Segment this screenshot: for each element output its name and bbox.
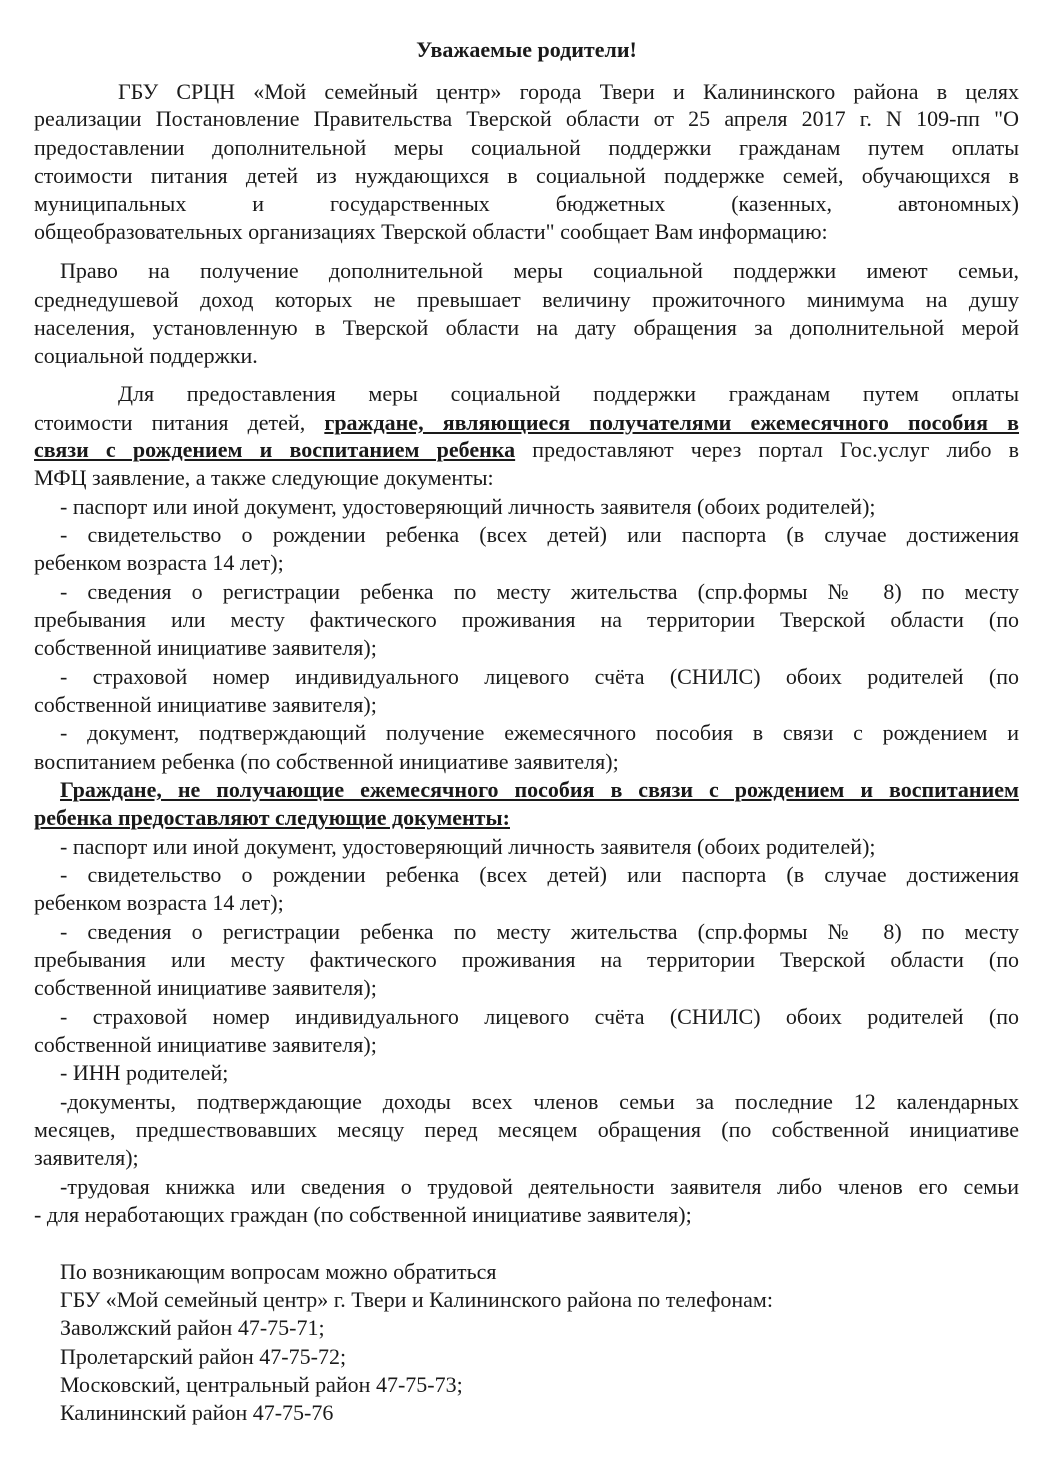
group1-line: Для предоставления меры социальной поддержки гражданам путем оплаты bbox=[118, 381, 1019, 406]
group2-heading: ребенка предоставляют следующие документы: bbox=[34, 805, 510, 830]
intro-line: стоимости питания детей из нуждающихся в социальной поддержке семей, обучающихся в bbox=[34, 163, 1019, 188]
group1-line: МФЦ заявление, а также следующие документы: bbox=[34, 465, 494, 490]
intro-line: предоставлении дополнительной меры социальной поддержки гражданам путем оплаты bbox=[34, 135, 1019, 160]
group1-item: - сведения о регистрации ребенка по месту жительства (спр.формы № 8) по месту bbox=[60, 579, 1019, 604]
group2-item: - страховой номер индивидуального лицевого счёта (СНИЛС) обоих родителей (по bbox=[60, 1004, 1019, 1029]
group2-item: заявителя); bbox=[34, 1145, 139, 1170]
group2-item: собственной инициативе заявителя); bbox=[34, 975, 377, 1000]
contacts-line: Пролетарский район 47-75-72; bbox=[60, 1344, 347, 1369]
group1-item: - свидетельство о рождении ребенка (всех детей) или паспорта (в случае достижения bbox=[60, 522, 1019, 547]
intro-line: реализации Постановление Правительства Тверской области от 25 апреля 2017 г. N 109-пп "О bbox=[34, 106, 1019, 131]
intro-line: муниципальных и государственных бюджетных (казенных, автономных) bbox=[34, 191, 1019, 216]
group1-item: - документ, подтверждающий получение ежемесячного пособия в связи с рождением и bbox=[60, 720, 1019, 745]
group2-item: собственной инициативе заявителя); bbox=[34, 1032, 377, 1057]
eligibility-line: социальной поддержки. bbox=[34, 343, 258, 368]
eligibility-line: Право на получение дополнительной меры социальной поддержки имеют семьи, bbox=[60, 258, 1019, 283]
group1-item: - паспорт или иной документ, удостоверяющий личность заявителя (обоих родителей); bbox=[60, 494, 876, 519]
group1-item: - страховой номер индивидуального лицевого счёта (СНИЛС) обоих родителей (по bbox=[60, 664, 1019, 689]
document-title: Уважаемые родители! bbox=[416, 37, 637, 62]
group2-item: - сведения о регистрации ребенка по месту жительства (спр.формы № 8) по месту bbox=[60, 919, 1019, 944]
intro-line: ГБУ СРЦН «Мой семейный центр» города Твери и Калининского района в целях bbox=[118, 79, 1019, 104]
group2-item: - ИНН родителей; bbox=[60, 1060, 229, 1085]
group2-item: месяцев, предшествовавших месяцу перед месяцем обращения (по собственной инициативе bbox=[34, 1117, 1019, 1142]
group1-item: ребенком возраста 14 лет); bbox=[34, 550, 284, 575]
contacts-line: По возникающим вопросам можно обратиться bbox=[60, 1259, 497, 1284]
group1-item: воспитанием ребенка (по собственной инициативе заявителя); bbox=[34, 749, 619, 774]
group1-item: пребывания или месту фактического проживания на территории Тверской области (по bbox=[34, 607, 1019, 632]
eligibility-line: населения, установленную в Тверской области на дату обращения за дополнительной мерой bbox=[34, 315, 1019, 340]
group1-item: собственной инициативе заявителя); bbox=[34, 692, 377, 717]
group1-emphasis: граждане, являющиеся получателями ежемесячного пособия в bbox=[324, 410, 1020, 435]
group2-item: пребывания или месту фактического проживания на территории Тверской области (по bbox=[34, 947, 1019, 972]
group1-item: собственной инициативе заявителя); bbox=[34, 635, 377, 660]
group1-text: стоимости питания детей, bbox=[34, 410, 306, 435]
group2-item: - для неработающих граждан (по собственной инициативе заявителя); bbox=[34, 1202, 692, 1227]
group2-item: - свидетельство о рождении ребенка (всех детей) или паспорта (в случае достижения bbox=[60, 862, 1019, 887]
group1-emphasis: связи с рождением и воспитанием ребенка bbox=[34, 437, 516, 462]
contacts-line: Заволжский район 47-75-71; bbox=[60, 1315, 325, 1340]
group2-item: - паспорт или иной документ, удостоверяющий личность заявителя (обоих родителей); bbox=[60, 834, 876, 859]
group2-item: -трудовая книжка или сведения о трудовой деятельности заявителя либо членов его семьи bbox=[60, 1174, 1019, 1199]
eligibility-line: среднедушевой доход которых не превышает величину прожиточного минимума на душу bbox=[34, 287, 1019, 312]
group2-heading: Граждане, не получающие ежемесячного пособия в связи с рождением и воспитанием bbox=[60, 777, 1019, 802]
group2-item: ребенком возраста 14 лет); bbox=[34, 890, 284, 915]
contacts-line: ГБУ «Мой семейный центр» г. Твери и Калининского района по телефонам: bbox=[60, 1287, 773, 1312]
group1-line bbox=[34, 436, 1019, 464]
group2-item: -документы, подтверждающие доходы всех членов семьи за последние 12 календарных bbox=[60, 1089, 1019, 1114]
group1-line bbox=[34, 409, 1019, 437]
group1-text: предоставляют через портал Гос.услуг либо в bbox=[532, 437, 1019, 462]
contacts-line: Московский, центральный район 47-75-73; bbox=[60, 1372, 463, 1397]
contacts-line: Калининский район 47-75-76 bbox=[60, 1400, 334, 1425]
intro-line: общеобразовательных организациях Тверской области" сообщает Вам информацию: bbox=[34, 219, 828, 244]
